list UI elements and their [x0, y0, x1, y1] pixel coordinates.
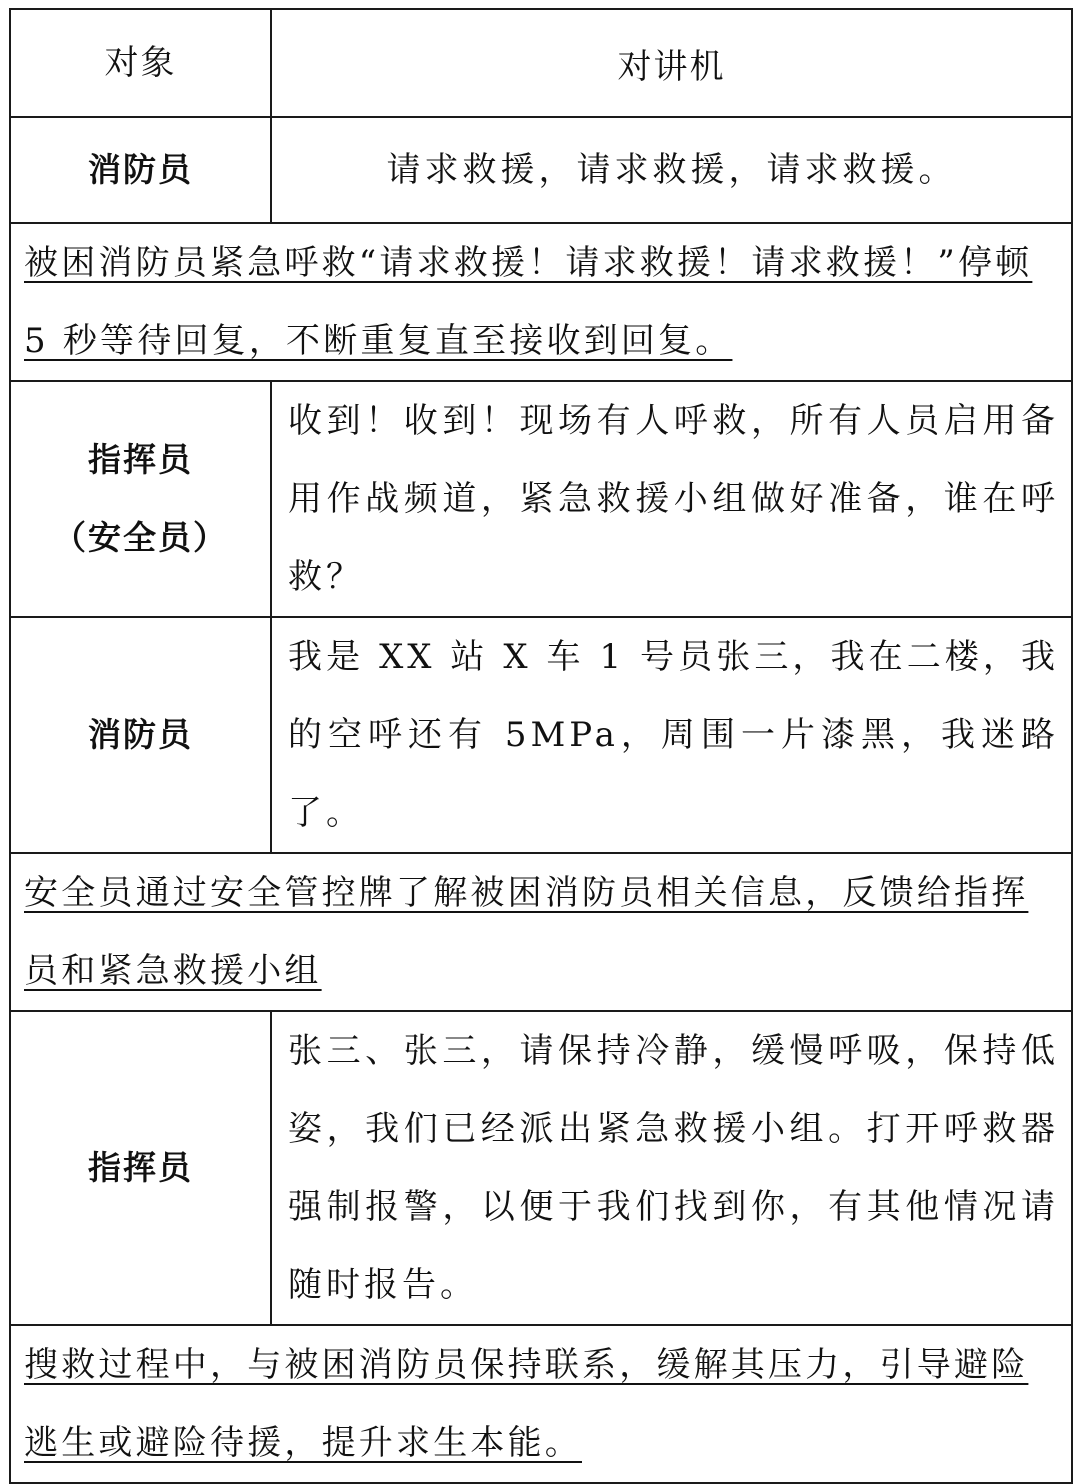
table-row [10, 117, 1072, 223]
speaker-role: （安全员） [53, 518, 228, 557]
radio-text-cell: 我是 XX 站 X 车 1 号员张三，我在二楼，我的空呼还有 5MPa，周围一片漆黑，我迷路了。 [271, 617, 1072, 853]
radio-text-cell: 收到！收到！现场有人呼救，所有人员启用备用作战频道，紧急救援小组做好准备，谁在呼救？ [271, 381, 1072, 617]
note-cell [10, 1325, 1072, 1483]
procedure-table [9, 8, 1073, 1484]
note-text: 被困消防员紧急呼救“请求救援！请求救援！请求救援！”停顿 5 秒等待回复，不断重复直至接收到回复。 [24, 243, 1033, 361]
speaker-cell: 消防员 [10, 117, 271, 223]
radio-text-cell: 张三、张三，请保持冷静，缓慢呼吸，保持低姿，我们已经派出紧急救援小组。打开呼救器强制报警，以便于我们找到你，有其他情况请随时报告。 [271, 1011, 1072, 1325]
note-text: 搜救过程中，与被困消防员保持联系，缓解其压力，引导避险逃生或避险待援，提升求生本能。 [24, 1345, 1029, 1463]
speaker-cell: 消防员 [10, 617, 271, 853]
radio-text-cell: 请求救援，请求救援，请求救援。 [271, 117, 1072, 223]
table-row [10, 617, 1072, 853]
table-row [10, 381, 1072, 617]
speaker-cell [10, 381, 271, 617]
note-cell [10, 223, 1072, 381]
table-note-row [10, 223, 1072, 381]
table-header-row [10, 9, 1072, 117]
header-radio: 对讲机 [271, 9, 1072, 117]
note-cell [10, 853, 1072, 1011]
table-row [10, 1011, 1072, 1325]
table-note-row [10, 853, 1072, 1011]
speaker-cell: 指挥员 [10, 1011, 271, 1325]
speaker-line: 指挥员 [88, 440, 193, 479]
note-text: 安全员通过安全管控牌了解被困消防员相关信息，反馈给指挥员和紧急救援小组 [24, 873, 1029, 991]
header-object: 对象 [10, 9, 271, 117]
table-note-row [10, 1325, 1072, 1483]
